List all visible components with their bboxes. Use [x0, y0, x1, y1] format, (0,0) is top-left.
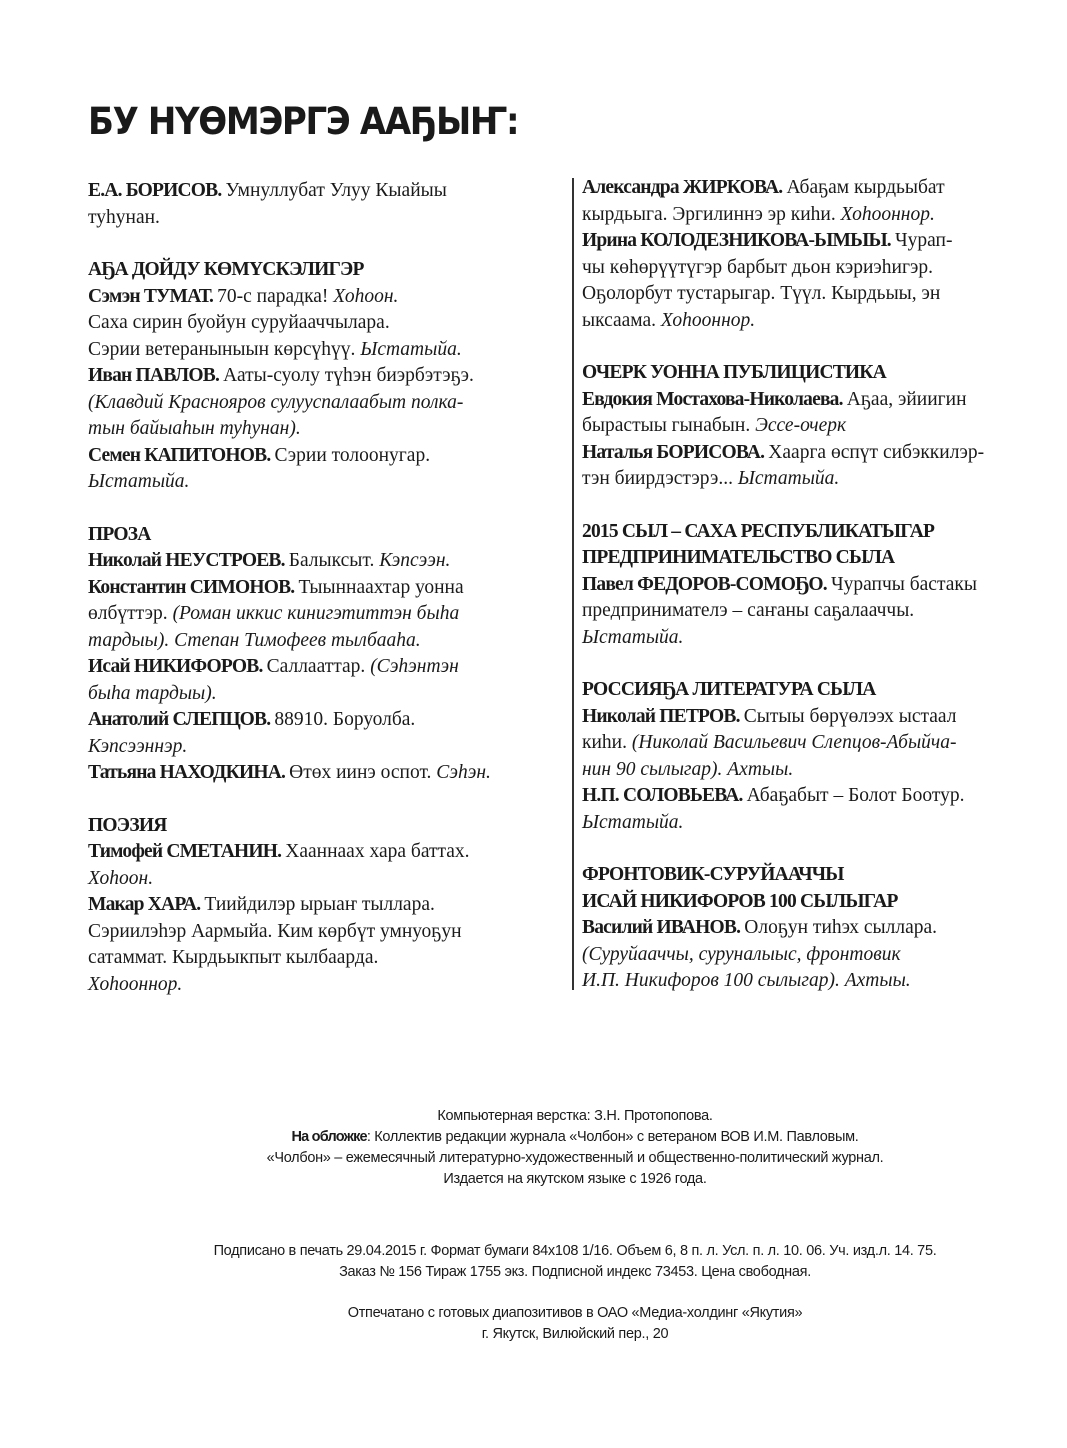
section-heading: РОССИЯҔА ЛИТЕРАТУРА СЫЛА	[582, 679, 876, 700]
work-title: г. Якутск, Вилюйский пер., 20	[481, 1326, 669, 1342]
text-line	[582, 228, 1052, 255]
work-title: : Коллектив редакции журнала «Чолбон» с ветераном ВОВ И.М. Павловым.	[366, 1129, 859, 1145]
genre-note: И.П. Никифоров 100 сылыгар). Ахтыы.	[582, 970, 911, 991]
work-title: 70-с парадка!	[217, 285, 334, 307]
work-title: туһунан.	[88, 206, 160, 228]
work-title: бырастыы гынабын.	[582, 415, 756, 436]
text-line	[0, 1106, 1067, 1127]
work-title: Саха сирин буойун суруйааччылара.	[88, 312, 390, 333]
toc-section	[88, 178, 558, 231]
genre-note: Хоһооннор.	[88, 973, 183, 995]
text-line	[88, 205, 558, 232]
section-heading: ИСАЙ НИКИФОРОВ 100 СЫЛЫГАР	[582, 890, 898, 912]
section-heading: 2015 СЫЛ – САХА РЕСПУБЛИКАТЫГАР	[582, 520, 935, 542]
text-line	[88, 972, 558, 999]
genre-note: (Сэһэнтэн	[370, 656, 459, 677]
author-name: Николай НЕУСТРОЕВ.	[88, 550, 289, 571]
column-divider	[572, 178, 574, 990]
text-line	[582, 942, 1052, 969]
work-title: Отпечатано с готовых диапозитивов в ОАО «Медиа-холдинг «Якутия»	[347, 1305, 803, 1321]
author-name: Татьяна НАХОДКИНА.	[88, 762, 290, 783]
text-line	[88, 601, 558, 628]
text-line	[88, 945, 558, 972]
text-line	[582, 572, 1052, 599]
text-line	[582, 255, 1052, 282]
work-title: Абаҕабыт – Болот Боотур.	[746, 785, 965, 806]
text-line	[582, 466, 1052, 493]
text-line	[88, 548, 558, 575]
work-title: Издается на якутском языке с 1926 года.	[443, 1171, 707, 1187]
work-title: «Чолбон» – ежемесячный литературно-художественный и общественно-политический журнал.	[266, 1150, 884, 1166]
text-line	[88, 443, 558, 470]
genre-note: Хоһооннор.	[660, 309, 756, 331]
genre-note: Кэпсээннэр.	[88, 735, 188, 757]
text-line	[582, 440, 1052, 467]
genre-note: тардыы). Степан Тимофеев тылбааһа.	[88, 629, 421, 651]
text-line	[88, 839, 558, 866]
section-heading: АҔА ДОЙДУ КӨМҮСКЭЛИГЭР	[88, 259, 364, 280]
author-name: Анатолий СЛЕПЦОВ.	[88, 709, 275, 730]
author-name: Николай ПЕТРОВ.	[582, 705, 744, 727]
work-title: Сэриилэһэр Аармыйа. Ким көрбүт умнуоҕун	[88, 920, 462, 942]
text-line	[582, 730, 1052, 757]
genre-note: Ыстатыйа.	[360, 338, 462, 360]
page-title: БУ НҮӨМЭРГЭ ААҔЫҤ:	[88, 100, 519, 143]
text-line	[582, 598, 1052, 625]
genre-note: Хоһоон.	[333, 285, 399, 307]
text-line	[88, 416, 558, 443]
text-line	[88, 707, 558, 734]
text-line	[88, 866, 558, 893]
author-name: На обложке	[291, 1129, 367, 1145]
work-title: ыксаама.	[582, 309, 661, 331]
imprint-credits	[0, 1106, 1067, 1190]
genre-note: Ыстатыйа.	[582, 811, 684, 833]
genre-note: Хоһоон.	[88, 867, 154, 889]
text-line	[88, 681, 558, 708]
text-line	[0, 1127, 1067, 1148]
section-heading: ПРОЗА	[88, 523, 151, 545]
text-line	[582, 308, 1052, 335]
work-title: Олоҕун тиһэх сыллара.	[744, 917, 938, 938]
author-name: Тимофей СМЕТАНИН.	[88, 841, 286, 862]
toc-section	[88, 522, 558, 787]
work-title: Хаарга өспүт сибэккилэр-	[768, 441, 985, 463]
text-line	[88, 892, 558, 919]
work-title: тэн биирдэстэрэ...	[582, 468, 738, 489]
work-title: Тыыннаахтар уонна	[298, 576, 464, 598]
author-name: Василий ИВАНОВ.	[582, 917, 745, 938]
text-line	[582, 757, 1052, 784]
text-line	[88, 469, 558, 496]
text-line	[88, 178, 558, 205]
toc-section	[582, 360, 1052, 493]
work-title: 88910. Боруолба.	[274, 709, 416, 730]
text-line	[0, 1324, 1067, 1345]
text-line	[0, 1262, 1067, 1283]
text-line	[88, 628, 558, 655]
imprint-print-info	[0, 1241, 1067, 1283]
author-name: Исай НИКИФОРОВ.	[88, 656, 267, 677]
work-title: Оҕолорбут тустарыгар. Түүл. Кырдьыы, эн	[582, 283, 941, 304]
work-title: Заказ № 156 Тираж 1755 экз. Подписной индекс 73453. Цена свободная.	[339, 1264, 811, 1280]
text-line	[88, 919, 558, 946]
genre-note: Эссе-очерк	[755, 415, 847, 436]
genre-note: Ыстатыйа.	[582, 626, 684, 648]
work-title: Умнуллубат Улуу Кыайыы	[225, 180, 447, 201]
work-title: сатаммат. Кырдьыкпыт кылбаарда.	[88, 947, 379, 968]
toc-section	[582, 519, 1052, 652]
work-title: өлбүттэр.	[88, 603, 173, 624]
work-title: Өтөх иинэ оспот.	[289, 762, 437, 783]
text-line	[88, 284, 558, 311]
text-line	[88, 734, 558, 761]
work-title: Абаҕам кырдьыбат	[786, 177, 945, 198]
toc-section	[88, 257, 558, 496]
work-title: Сытыы бөрүөлээх ыстаал	[743, 705, 957, 727]
author-name: Н.П. СОЛОВЬЕВА.	[582, 785, 747, 806]
toc-section	[88, 813, 558, 999]
text-line	[88, 363, 558, 390]
text-line	[88, 390, 558, 417]
imprint-printer	[0, 1303, 1067, 1345]
author-name: Александра ЖИРКОВА.	[582, 177, 787, 198]
text-line	[582, 810, 1052, 837]
text-line	[582, 968, 1052, 995]
text-line	[0, 1241, 1067, 1262]
genre-note: Сэһэн.	[436, 762, 491, 783]
genre-note: (Клавдий Краснояров сулууспалаабыт полка-	[88, 391, 464, 413]
text-line	[582, 915, 1052, 942]
author-name: Евдокия Мостахова-Николаева.	[582, 388, 847, 410]
toc-section	[582, 862, 1052, 995]
toc-section	[582, 677, 1052, 836]
work-title: чы көһөрүүтүгэр барбыт дьон кэриэһигэр.	[582, 256, 933, 278]
text-line	[88, 654, 558, 681]
text-line	[582, 625, 1052, 652]
author-name: Макар ХАРА.	[88, 894, 205, 915]
genre-note: Ыстатыйа.	[88, 471, 190, 492]
genre-note: Кэпсээн.	[379, 550, 451, 571]
section-heading: ПРЕДПРИНИМАТЕЛЬСТВО СЫЛА	[582, 547, 895, 568]
text-line	[582, 413, 1052, 440]
genre-note: (Роман иккис кинигэтиттэн быһа	[172, 603, 460, 624]
text-line	[0, 1303, 1067, 1324]
section-heading: ОЧЕРК УОННА ПУБЛИЦИСТИКА	[582, 362, 886, 383]
text-line	[0, 1148, 1067, 1169]
genre-note: Ыстатыйа.	[737, 468, 840, 489]
text-line	[582, 281, 1052, 308]
author-name: Е.А. БОРИСОВ.	[88, 180, 226, 201]
work-title: Хааннаах хара баттах.	[285, 841, 470, 862]
work-title: киһи.	[582, 732, 632, 753]
work-title: Сэрии ветераныныын көрсүһүү.	[88, 338, 361, 360]
work-title: Аҕаа, эйиигин	[846, 388, 967, 410]
author-name: Павел ФЕДОРОВ-СОМОҔО.	[582, 573, 831, 595]
toc-section	[582, 175, 1052, 334]
work-title: предпринимателэ – саҥаны саҕалааччы.	[582, 600, 915, 621]
text-line	[88, 575, 558, 602]
genre-note: (Николай Васильевич Слепцов-Абыйча-	[631, 732, 957, 753]
work-title: Ааты-суолу түһэн биэрбэтэҕэ.	[223, 365, 474, 386]
text-line	[88, 760, 558, 787]
section-heading: ПОЭЗИЯ	[88, 814, 167, 836]
work-title: Сэрии толоонугар.	[274, 444, 431, 466]
work-title: Саллааттар.	[266, 656, 371, 677]
text-line	[0, 1169, 1067, 1190]
work-title: Чурапчы бастакы	[830, 573, 977, 595]
text-line	[582, 704, 1052, 731]
genre-note: Хоһооннор.	[840, 203, 935, 225]
genre-note: нин 90 сылыгар). Ахтыы.	[582, 758, 794, 780]
author-name: Сэмэн ТУМАТ.	[88, 285, 218, 307]
text-line	[88, 337, 558, 364]
genre-note: быһа тардыы).	[88, 682, 217, 704]
section-heading: ФРОНТОВИК-СУРУЙААЧЧЫ	[582, 864, 844, 885]
contents-right-column	[582, 175, 1052, 1021]
text-line	[582, 175, 1052, 202]
author-name: Константин СИМОНОВ.	[88, 576, 299, 598]
author-name: Иван ПАВЛОВ.	[88, 365, 224, 386]
work-title: кырдьыга. Эргилиннэ эр киһи.	[582, 203, 841, 225]
text-line	[582, 783, 1052, 810]
genre-note: (Суруйааччы, суруналыыс, фронтовик	[582, 943, 901, 965]
contents-left-column	[88, 178, 558, 1024]
work-title: Балыксыт.	[288, 550, 380, 571]
text-line	[88, 310, 558, 337]
author-name: Наталья БОРИСОВА.	[582, 441, 769, 463]
work-title: Чурап-	[894, 230, 953, 251]
text-line	[582, 202, 1052, 229]
work-title: Тиийдилэр ырыаҥ тыллара.	[204, 894, 435, 915]
work-title: Компьютерная верстка: З.Н. Протопопова.	[437, 1108, 713, 1124]
genre-note: тын байыаһын туһунан).	[88, 418, 301, 439]
author-name: Ирина КОЛОДЕЗНИКОВА-ЫМЫЫ.	[582, 230, 895, 251]
work-title: Подписано в печать 29.04.2015 г. Формат бумаги 84х108 1/16. Объем 6, 8 п. л. Усл. п. л. 10. 06. Уч. изд.л. 14. 75.	[213, 1243, 937, 1259]
author-name: Семен КАПИТОНОВ.	[88, 444, 275, 466]
text-line	[582, 387, 1052, 414]
